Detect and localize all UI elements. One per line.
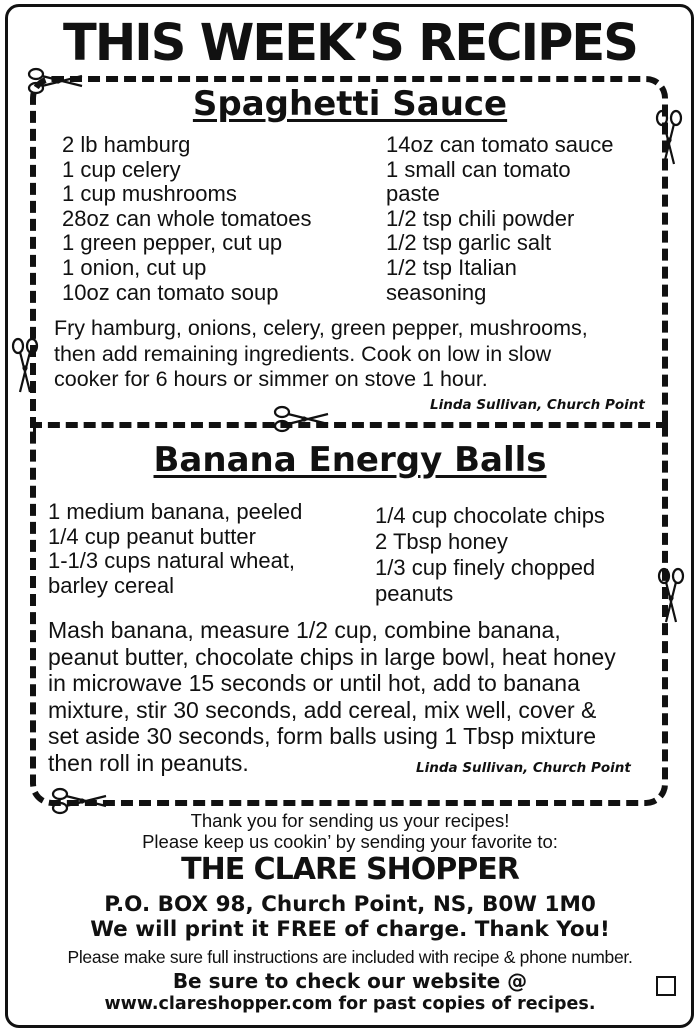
ingredient: 2 Tbsp honey	[375, 529, 508, 554]
ingredient: 1 onion, cut up	[62, 254, 207, 280]
mailing-address: P.O. BOX 98, Church Point, NS, B0W 1M0	[104, 892, 596, 917]
method-line: then add remaining ingredients. Cook on low in slow	[54, 341, 552, 366]
recipe-title-spaghetti: Spaghetti Sauce	[192, 84, 508, 124]
ingredients-left-banana	[48, 500, 302, 598]
method-line: peanut butter, chocolate chips in large bowl, heat honey	[48, 643, 616, 670]
ingredient: 1/4 cup chocolate chips	[375, 503, 605, 528]
ingredient: paste	[386, 181, 440, 207]
scissors-icon	[654, 108, 684, 168]
ingredient: 1/3 cup finely chopped	[375, 555, 596, 580]
page-title: THIS WEEK’S RECIPES	[63, 14, 637, 73]
method-line: Fry hamburg, onions, celery, green pepper, mushrooms,	[54, 316, 588, 340]
method-banana	[48, 617, 616, 776]
ingredients-right-banana	[375, 503, 605, 607]
method-line: mixture, stir 30 seconds, add cereal, mix well, cover &	[48, 696, 597, 723]
free-print-line: We will print it FREE of charge. Thank You!	[90, 917, 610, 942]
credit-spaghetti: Linda Sullivan, Church Point	[430, 397, 645, 413]
ingredient: 1 green pepper, cut up	[62, 230, 283, 256]
scissors-icon	[50, 786, 110, 816]
recipe-title-banana: Banana Energy Balls	[153, 440, 547, 480]
ingredients-left-spaghetti	[62, 133, 312, 305]
ingredient: 1 cup celery	[62, 156, 181, 182]
method-line: set aside 30 seconds, form balls using 1 Tbsp mixture	[48, 723, 597, 749]
ingredient: barley cereal	[48, 572, 174, 598]
method-line: then roll in peanuts.	[48, 749, 249, 776]
website-line-1: Be sure to check our website @	[172, 969, 528, 993]
ingredient: 1 small can tomato	[386, 156, 571, 182]
checkbox-icon	[656, 976, 676, 996]
ingredient: 1-1/3 cups natural wheat,	[48, 548, 296, 574]
ingredient: 14oz can tomato sauce	[386, 132, 614, 157]
thanks-line-2: Please keep us cookin’ by sending your favorite to:	[142, 831, 558, 852]
ingredient: 28oz can whole tomatoes	[62, 205, 312, 231]
ingredient: 2 lb hamburg	[62, 132, 191, 157]
method-line: cooker for 6 hours or simmer on stove 1 hour.	[54, 367, 488, 391]
scissors-icon	[272, 404, 332, 434]
instructions-note: Please make sure full instructions are included with recipe & phone number.	[67, 947, 633, 967]
ingredient: 1/2 tsp chili powder	[386, 205, 575, 231]
shopper-name: THE CLARE SHOPPER	[181, 852, 519, 887]
ingredient: 1 cup mushrooms	[62, 181, 237, 207]
scissors-icon	[656, 566, 686, 626]
ingredient: 1/4 cup peanut butter	[48, 523, 256, 549]
thanks-line-1: Thank you for sending us your recipes!	[190, 810, 510, 831]
scissors-icon	[26, 66, 86, 96]
ingredient: 1/2 tsp garlic salt	[386, 230, 552, 256]
website-line-2: www.clareshopper.com for past copies of recipes.	[104, 994, 596, 1014]
ingredient: 1 medium banana, peeled	[48, 499, 303, 524]
scissors-icon	[10, 336, 40, 396]
ingredient: 10oz can tomato soup	[62, 279, 279, 305]
ingredient: 1/2 tsp Italian	[386, 254, 517, 280]
method-line: in microwave 15 seconds or until hot, add to banana	[48, 670, 580, 696]
ingredient: seasoning	[386, 279, 487, 305]
ingredient: peanuts	[375, 581, 454, 606]
credit-banana: Linda Sullivan, Church Point	[416, 760, 631, 776]
method-line: Mash banana, measure 1/2 cup, combine banana,	[48, 617, 561, 643]
method-spaghetti	[54, 316, 588, 393]
ingredients-right-spaghetti	[386, 133, 613, 305]
